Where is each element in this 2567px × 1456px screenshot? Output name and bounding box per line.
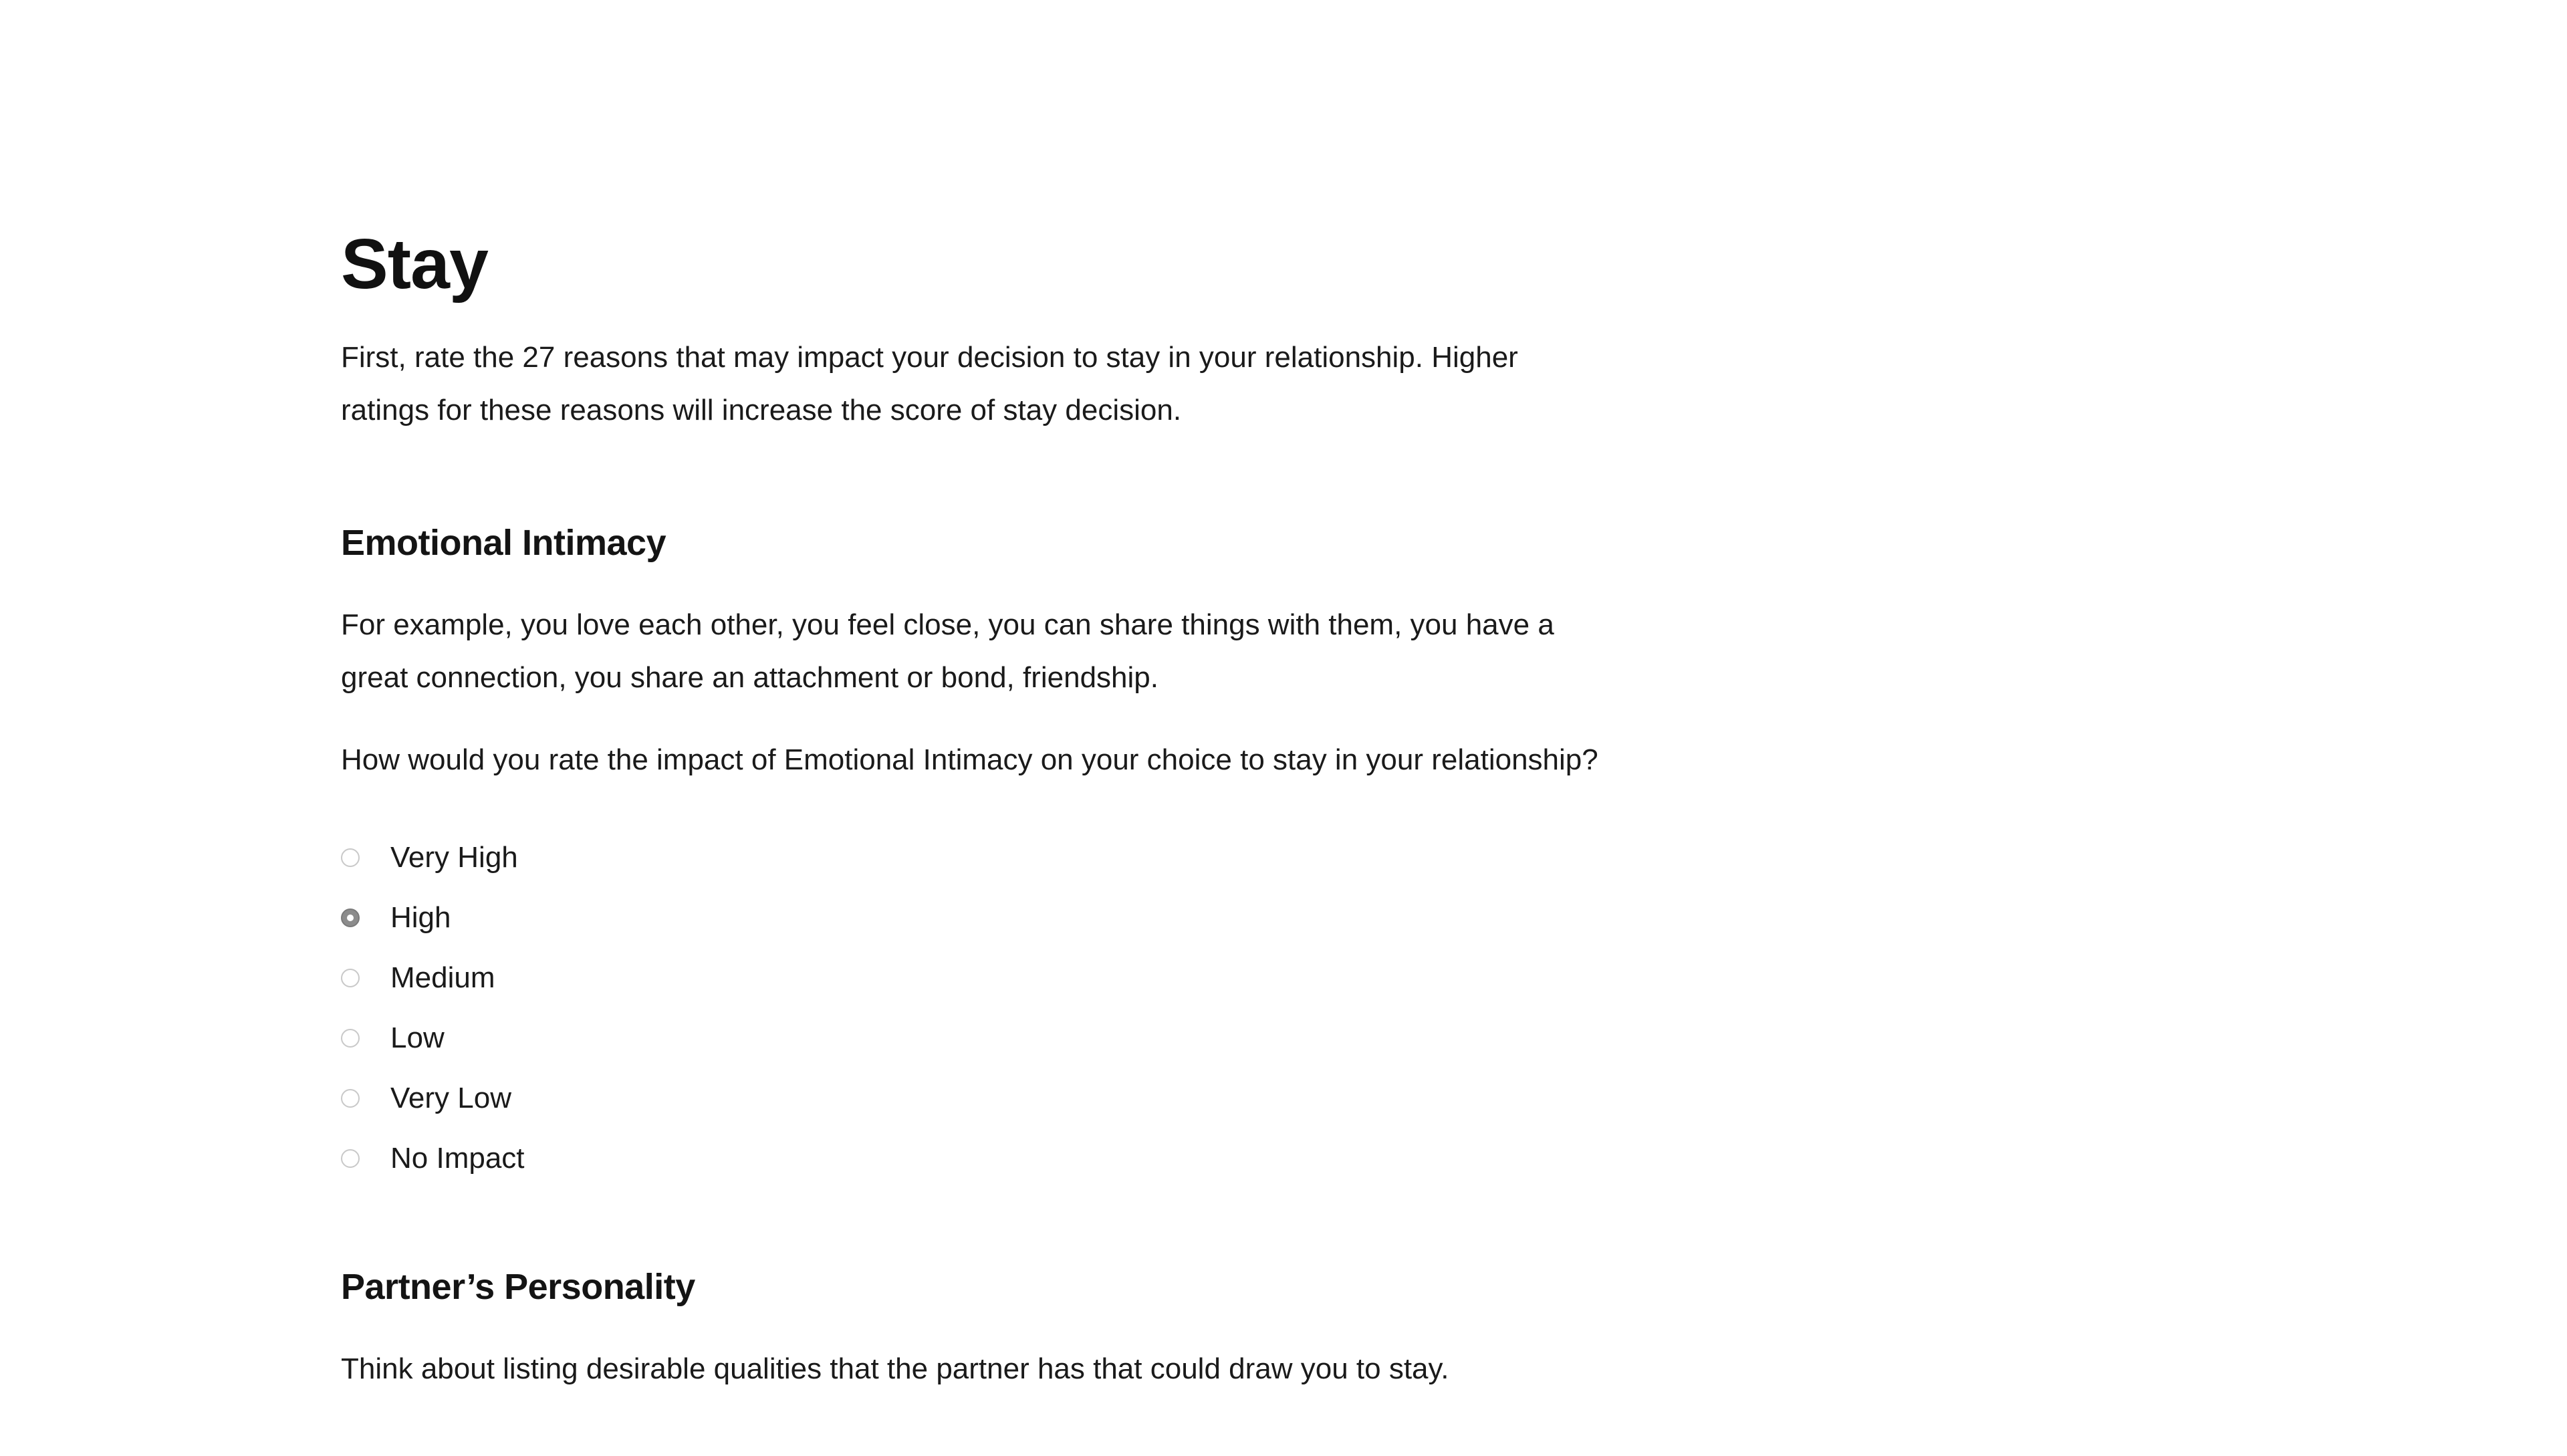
- radio-button-very-high[interactable]: [341, 848, 360, 867]
- option-high[interactable]: [341, 888, 1611, 948]
- section-partners-personality: [341, 1263, 1611, 1395]
- section-heading: Partner’s Personality: [341, 1267, 695, 1307]
- radio-button-very-low[interactable]: [341, 1089, 360, 1108]
- option-label[interactable]: No Impact: [390, 1142, 525, 1175]
- option-label[interactable]: High: [390, 901, 451, 934]
- radio-button-low[interactable]: [341, 1029, 360, 1048]
- option-low[interactable]: [341, 1008, 1611, 1068]
- page-intro: First, rate the 27 reasons that may impact your decision to stay in your relationship. Higher ratings for these reasons will increase the score of stay decision.: [341, 341, 1518, 427]
- option-label[interactable]: Medium: [390, 961, 495, 994]
- option-label[interactable]: Low: [390, 1021, 445, 1054]
- section-description: Think about listing desirable qualities that the partner has that could draw you to stay.: [341, 1352, 1449, 1385]
- section-emotional-intimacy: [341, 519, 1611, 1189]
- option-very-low[interactable]: [341, 1068, 1611, 1128]
- radio-button-medium[interactable]: [341, 969, 360, 987]
- radio-button-no-impact[interactable]: [341, 1149, 360, 1168]
- option-very-high[interactable]: [341, 828, 1611, 888]
- option-no-impact[interactable]: [341, 1128, 1611, 1189]
- option-label[interactable]: Very Low: [390, 1082, 511, 1114]
- rating-question: How would you rate the impact of Emotional Intimacy on your choice to stay in your relationship?: [341, 743, 1598, 776]
- rating-options: [341, 828, 1611, 1189]
- option-label[interactable]: Very High: [390, 841, 518, 874]
- section-heading: Emotional Intimacy: [341, 523, 666, 563]
- radio-button-high[interactable]: [341, 908, 360, 927]
- option-medium[interactable]: [341, 948, 1611, 1008]
- page-title: Stay: [341, 225, 488, 304]
- survey-content: [341, 221, 1611, 1395]
- section-description: For example, you love each other, you feel close, you can share things with them, you have a great connection, you share an attachment or bond, friendship.: [341, 608, 1554, 694]
